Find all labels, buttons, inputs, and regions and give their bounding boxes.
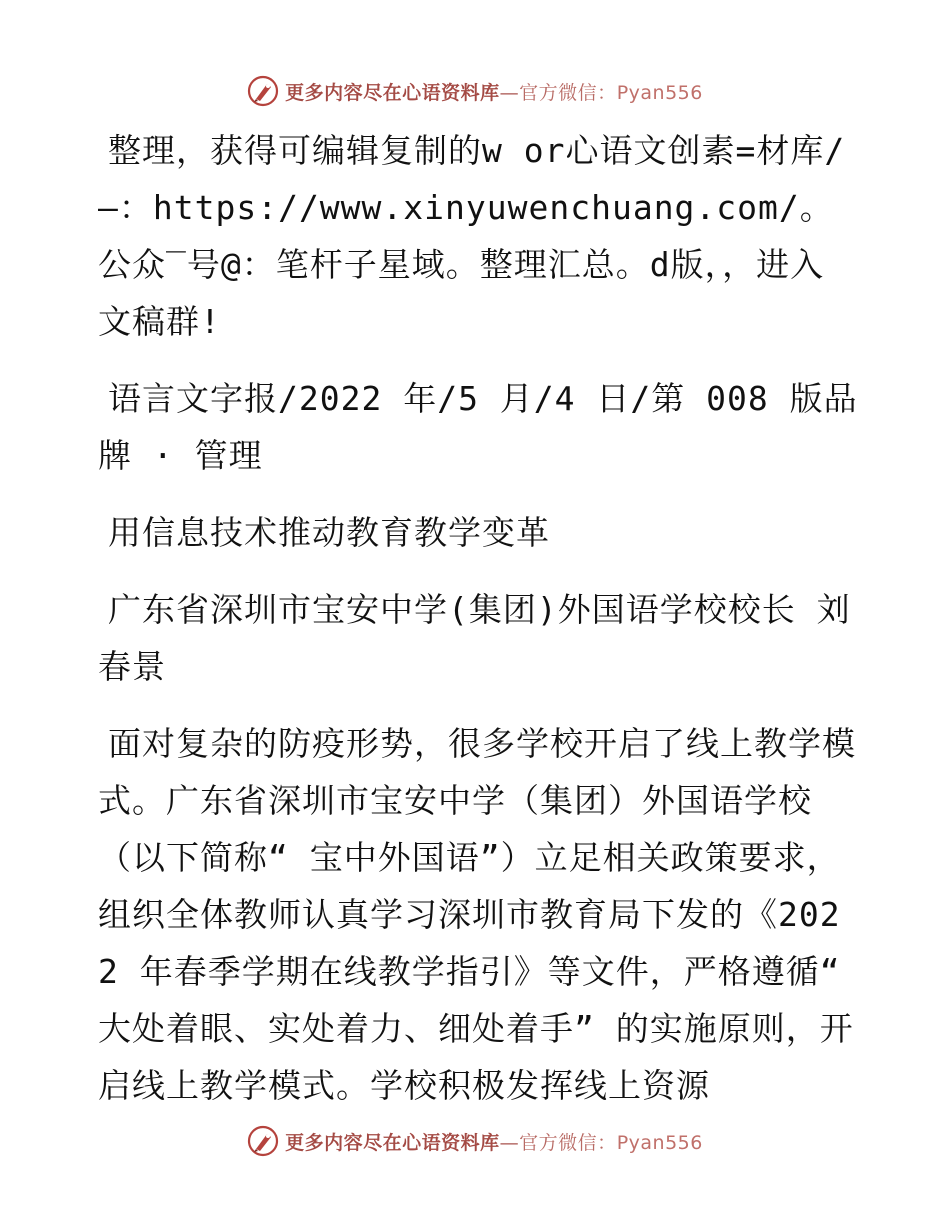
banner-brand: 更多内容尽在心语资料库	[285, 81, 500, 104]
banner-wechat-label: 官方微信：	[519, 1131, 617, 1154]
header-watermark-banner	[0, 71, 950, 111]
intro-notice-paragraph: 整理，获得可编辑复制的w or心语文创素=材库/—：https://www.xinyuwenchuang.com/。公众‾号@：笔杆子星域。整理汇总。d版，，进入文稿群!	[98, 131, 846, 341]
footer-watermark-banner	[0, 1121, 950, 1161]
document-body	[98, 122, 858, 1134]
quill-pen-logo-icon	[247, 1125, 279, 1157]
banner-handle: Pyan556	[616, 1131, 703, 1154]
source-line: 语言文字报/2022 年/5 月/4 日/第 008 版品牌 · 管理	[98, 379, 858, 475]
banner-handle: Pyan556	[616, 81, 703, 104]
banner-brand: 更多内容尽在心语资料库	[285, 1131, 500, 1154]
author-line: 广东省深圳市宝安中学(集团)外国语学校校长 刘春景	[98, 590, 851, 686]
banner-dash: —	[499, 81, 520, 104]
banner-text	[285, 1128, 703, 1155]
banner-dash: —	[499, 1131, 520, 1154]
quill-pen-logo-icon	[247, 75, 279, 107]
article-title: 用信息技术推动教育教学变革	[108, 513, 550, 552]
body-paragraph: 面对复杂的防疫形势，很多学校开启了线上教学模式。广东省深圳市宝安中学（集团）外国语学校（以下简称“ 宝中外国语”）立足相关政策要求，组织全体教师认真学习深圳市教育局下发的《2022 年春季学期在线教学指引》等文件，严格遵循“ 大处着眼、实处着力、细处着手” 的实施原则，开启线上教学模式。学校积极发挥线上资源	[98, 724, 856, 1105]
banner-text	[285, 78, 703, 105]
banner-wechat-label: 官方微信：	[519, 81, 617, 104]
